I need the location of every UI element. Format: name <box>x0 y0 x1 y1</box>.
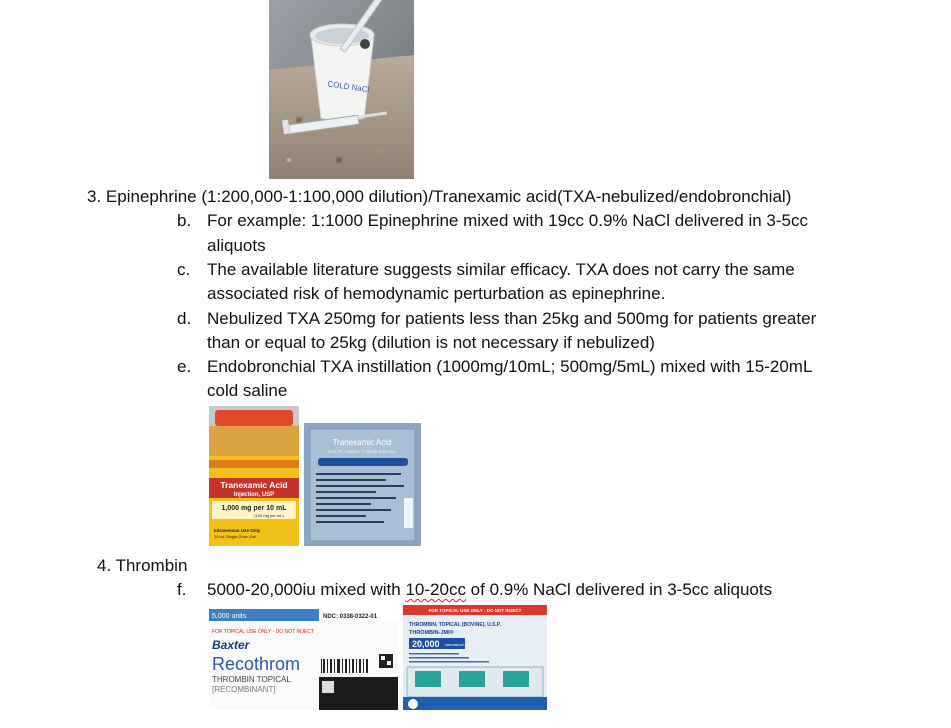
item-f-post: of 0.9% NaCl delivered in 3-5cc aliquots <box>465 580 773 599</box>
cup-label: COLD NaCl <box>326 79 370 95</box>
item-c-line1: The available literature suggests similar efficacy. TXA does not carry the same <box>207 260 795 279</box>
item-b-marker: b. <box>177 211 192 230</box>
txa-vial-dose: 1,000 mg per 10 mL <box>221 505 287 512</box>
txa-bag-sub: in 0.7% Sodium Chloride Injection <box>328 449 396 454</box>
txa-vial-sub: Injection, USP <box>233 492 275 498</box>
item-e-marker: e. <box>177 357 192 376</box>
txa-bag-photo <box>304 423 421 546</box>
section-3-heading: 3. Epinephrine (1:200,000-1:100,000 dilution)/Tranexamic acid(TXA-nebulized/endobronchial) <box>87 187 792 206</box>
cold-saline-photo <box>269 0 414 179</box>
item-c-marker: c. <box>177 260 191 279</box>
txa-vial-footer2: 10 mL Single-Dose Vial <box>214 534 256 539</box>
item-f-text <box>207 578 772 602</box>
recothrom-desc2: [RECOMBINANT] <box>212 685 276 694</box>
item-e-line2: cold saline <box>207 381 288 400</box>
recothrom-brand: Baxter <box>212 638 250 652</box>
thrombin-jmi-units-label: International Units <box>445 643 471 647</box>
item-f-spellcheck: 10-20cc <box>405 580 466 599</box>
recothrom-ndc: NDC: 0338-0322-01 <box>323 614 378 620</box>
recothrom-units: 5,000 units <box>212 613 247 620</box>
recothrom-warning: FOR TOPICAL USE ONLY - DO NOT INJECT <box>212 629 314 635</box>
item-d-marker: d. <box>177 309 192 328</box>
thrombin-jmi-title1: THROMBIN, TOPICAL (BOVINE), U.S.P. <box>409 622 501 628</box>
txa-vial-title: Tranexamic Acid <box>220 480 288 490</box>
item-f-marker: f. <box>177 580 187 599</box>
txa-bag-title: Tranexamic Acid <box>332 438 392 447</box>
thrombin-jmi-warning: FOR TOPICAL USE ONLY - DO NOT INJECT <box>428 608 522 613</box>
item-b-line1: For example: 1:1000 Epinephrine mixed with 19cc 0.9% NaCl delivered in 3-5cc <box>207 211 808 230</box>
thrombin-jmi-title2: THROMBIN-JMI® <box>409 630 454 636</box>
thrombin-jmi-units: 20,000 <box>412 639 440 649</box>
txa-vial-conc: (100 mg per mL) <box>254 513 284 518</box>
txa-vial-footer: Intravenous Use Only <box>214 528 261 533</box>
thrombin-jmi-photo <box>403 605 547 710</box>
item-e-line1: Endobronchial TXA instillation (1000mg/10mL; 500mg/5mL) mixed with 15-20mL <box>207 357 813 376</box>
recothrom-photo <box>209 609 398 710</box>
item-c-line2: associated risk of hemodynamic perturbation as epinephrine. <box>207 284 666 303</box>
recothrom-name: Recothrom <box>212 654 301 674</box>
item-d-line2: than or equal to 25kg (dilution is not necessary if nebulized) <box>207 333 655 352</box>
recothrom-desc1: THROMBIN TOPICAL <box>212 675 291 684</box>
txa-vial-photo <box>209 406 299 546</box>
item-f-pre: 5000-20,000iu mixed with <box>207 580 406 599</box>
item-b-line2: aliquots <box>207 236 266 255</box>
section-4-heading: 4. Thrombin <box>97 556 188 575</box>
item-d-line1: Nebulized TXA 250mg for patients less than 25kg and 500mg for patients greater <box>207 309 817 328</box>
